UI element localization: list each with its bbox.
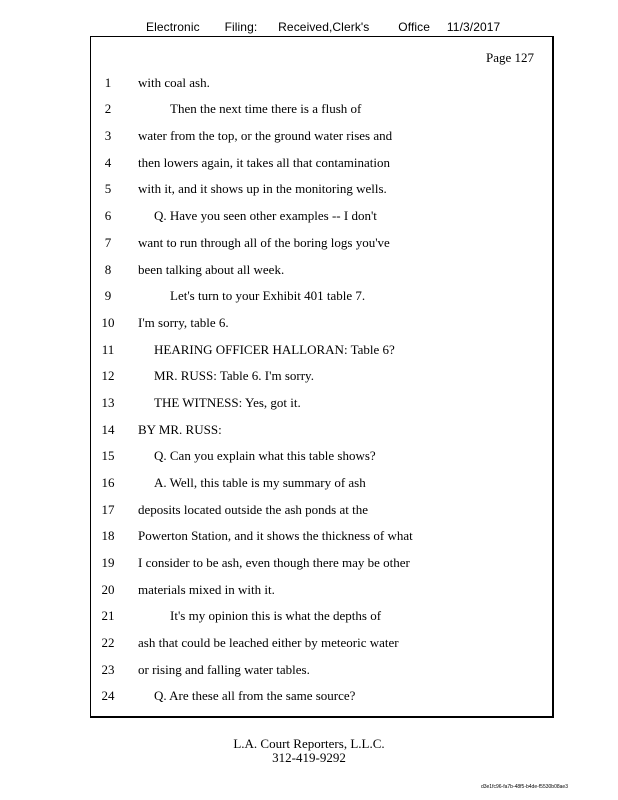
transcript-line xyxy=(0,555,618,573)
line-number: 1 xyxy=(104,75,112,90)
court-reporter-name: L.A. Court Reporters, L.L.C. xyxy=(233,736,385,751)
transcript-line xyxy=(0,448,618,466)
line-text: Q. Have you seen other examples -- I don't xyxy=(154,208,377,223)
line-text: with it, and it shows up in the monitoring wells. xyxy=(138,181,387,196)
line-number: 15 xyxy=(101,448,115,463)
filing-header xyxy=(146,20,618,34)
transcript-line xyxy=(0,101,618,119)
line-number: 11 xyxy=(101,342,115,357)
line-text: THE WITNESS: Yes, got it. xyxy=(154,395,301,410)
transcript-line xyxy=(0,181,618,199)
line-text: MR. RUSS: Table 6. I'm sorry. xyxy=(154,368,314,383)
line-text: or rising and falling water tables. xyxy=(138,662,310,677)
line-text: water from the top, or the ground water rises and xyxy=(138,128,393,143)
line-number: 2 xyxy=(104,101,112,116)
court-reporter-phone: 312-419-9292 xyxy=(272,750,346,765)
line-text: then lowers again, it takes all that contamination xyxy=(138,155,390,170)
transcript-line xyxy=(0,608,618,626)
line-text: BY MR. RUSS: xyxy=(138,422,222,437)
line-number: 12 xyxy=(101,368,115,383)
transcript-line xyxy=(0,662,618,680)
line-text: Q. Can you explain what this table shows? xyxy=(154,448,376,463)
transcript-line xyxy=(0,368,618,386)
transcript-line xyxy=(0,582,618,600)
transcript-line xyxy=(0,475,618,493)
line-number: 6 xyxy=(104,208,112,223)
transcript-line xyxy=(0,502,618,520)
transcript-line xyxy=(0,688,618,706)
transcript-line xyxy=(0,128,618,146)
line-text: I consider to be ash, even though there may be other xyxy=(138,555,410,570)
transcript-line xyxy=(0,288,618,306)
line-text: A. Well, this table is my summary of ash xyxy=(154,475,366,490)
transcript-line xyxy=(0,315,618,333)
line-number: 17 xyxy=(101,502,115,517)
document-hash: d3e1fc96-fa7b-48f5-b4de-f5530b08ae3 xyxy=(480,784,568,790)
line-text: Q. Are these all from the same source? xyxy=(154,688,356,703)
line-number: 13 xyxy=(101,395,115,410)
transcript-line xyxy=(0,528,618,546)
line-number: 10 xyxy=(101,315,115,330)
line-number: 9 xyxy=(104,288,112,303)
line-text: Let's turn to your Exhibit 401 table 7. xyxy=(170,288,366,303)
line-text: It's my opinion this is what the depths of xyxy=(170,608,382,623)
line-number: 4 xyxy=(104,155,112,170)
header-received: Received,Clerk's xyxy=(278,20,370,34)
line-number: 22 xyxy=(101,635,115,650)
line-text: ash that could be leached either by meteoric water xyxy=(138,635,399,650)
line-number: 21 xyxy=(101,608,115,623)
transcript-line xyxy=(0,395,618,413)
line-text: Then the next time there is a flush of xyxy=(170,101,362,116)
line-number: 24 xyxy=(101,688,115,703)
transcript-line xyxy=(0,262,618,280)
header-office: Office xyxy=(398,20,431,34)
line-number: 8 xyxy=(104,262,112,277)
line-text: Powerton Station, and it shows the thickness of what xyxy=(138,528,413,543)
line-text: want to run through all of the boring logs you've xyxy=(138,235,390,250)
line-text: deposits located outside the ash ponds at the xyxy=(138,502,368,517)
line-number: 14 xyxy=(101,422,115,437)
line-number: 7 xyxy=(104,235,112,250)
header-date: 11/3/2017 xyxy=(446,20,501,34)
transcript-line xyxy=(0,208,618,226)
transcript-line xyxy=(0,75,618,93)
page-number: Page 127 xyxy=(486,50,535,65)
header-filing: Filing: xyxy=(224,20,258,34)
transcript-line xyxy=(0,422,618,440)
line-text: HEARING OFFICER HALLORAN: Table 6? xyxy=(154,342,395,357)
header-electronic: Electronic xyxy=(146,20,200,34)
line-number: 18 xyxy=(101,528,115,543)
line-number: 3 xyxy=(104,128,112,143)
line-number: 20 xyxy=(101,582,115,597)
line-text: been talking about all week. xyxy=(138,262,285,277)
transcript-line xyxy=(0,235,618,253)
line-number: 5 xyxy=(104,181,112,196)
line-number: 16 xyxy=(101,475,115,490)
line-number: 23 xyxy=(101,662,115,677)
line-text: with coal ash. xyxy=(138,75,210,90)
line-text: I'm sorry, table 6. xyxy=(138,315,229,330)
transcript-line xyxy=(0,155,618,173)
transcript-line xyxy=(0,635,618,653)
line-number: 19 xyxy=(101,555,115,570)
transcript-line xyxy=(0,342,618,360)
line-text: materials mixed in with it. xyxy=(138,582,275,597)
